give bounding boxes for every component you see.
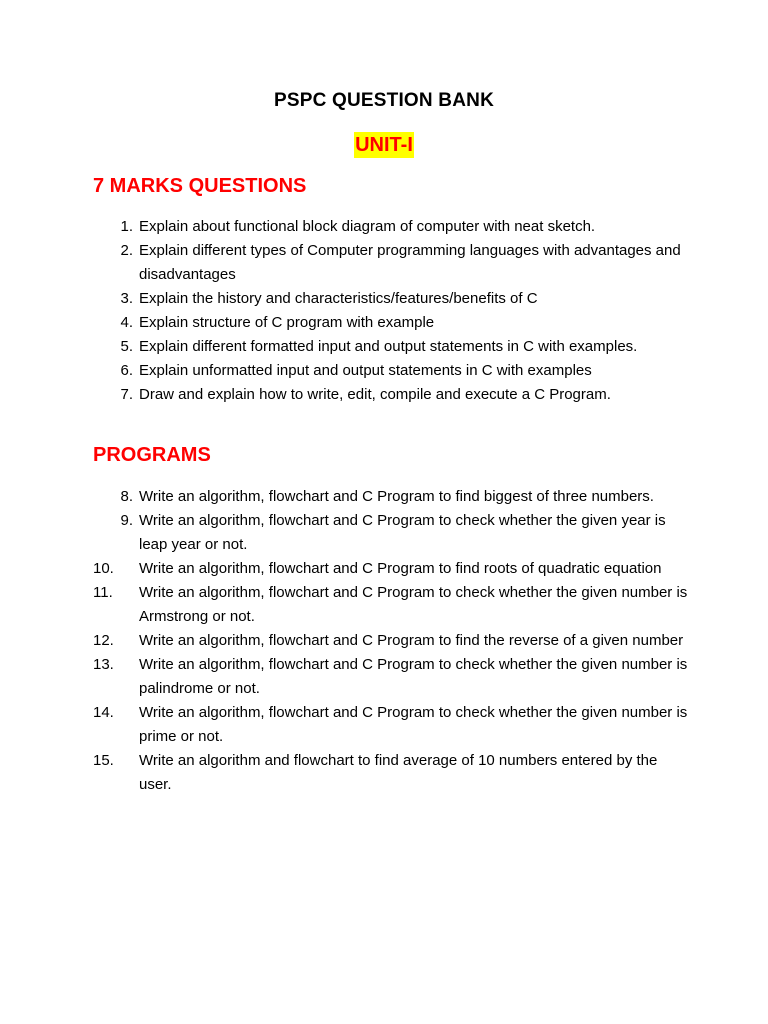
section-heading-7-marks: 7 MARKS QUESTIONS xyxy=(93,175,307,197)
question-list-7-marks xyxy=(93,215,693,407)
list-item xyxy=(93,215,693,239)
question-number: 9. xyxy=(120,512,133,529)
question-number: 15. xyxy=(93,752,114,769)
question-number: 8. xyxy=(120,488,133,505)
question-number: 10. xyxy=(93,560,114,577)
question-number: 6. xyxy=(120,362,133,379)
question-number: 14. xyxy=(93,704,114,721)
list-item xyxy=(93,653,693,701)
list-item xyxy=(93,383,693,407)
question-text: Explain about functional block diagram of computer with neat sketch. xyxy=(139,218,596,235)
question-text: Write an algorithm, flowchart and C Program to find biggest of three numbers. xyxy=(139,488,654,505)
list-item xyxy=(93,701,693,749)
question-text: Write an algorithm, flowchart and C Program to find roots of quadratic equation xyxy=(139,560,662,577)
question-number: 12. xyxy=(93,632,114,649)
question-text: Explain different formatted input and output statements in C with examples. xyxy=(139,338,638,355)
list-item xyxy=(93,749,693,797)
question-text: Explain the history and characteristics/features/benefits of C xyxy=(139,290,538,307)
question-text: Explain structure of C program with example xyxy=(139,314,435,331)
question-number: 13. xyxy=(93,656,114,673)
question-number: 5. xyxy=(120,338,133,355)
unit-heading: UNIT-I xyxy=(355,134,413,156)
question-number: 4. xyxy=(120,314,133,331)
list-item xyxy=(93,359,693,383)
list-item xyxy=(93,557,693,581)
question-text: Write an algorithm, flowchart and C Program to find the reverse of a given number xyxy=(139,632,684,649)
question-number: 3. xyxy=(120,290,133,307)
list-item xyxy=(93,629,693,653)
list-item xyxy=(93,335,693,359)
list-item xyxy=(93,509,693,557)
list-item xyxy=(93,485,693,509)
question-text: Write an algorithm, flowchart and C Program to check whether the given year is leap year or not. xyxy=(139,512,666,553)
question-text: Write an algorithm and flowchart to find average of 10 numbers entered by the user. xyxy=(139,752,658,793)
question-number: 1. xyxy=(120,218,133,235)
question-number: 11. xyxy=(93,584,113,601)
unit-heading-wrap xyxy=(0,132,768,158)
question-list-programs xyxy=(93,485,693,797)
section-heading-programs: PROGRAMS xyxy=(93,444,211,466)
question-number: 7. xyxy=(120,386,133,403)
question-number: 2. xyxy=(120,242,133,259)
question-text: Write an algorithm, flowchart and C Program to check whether the given number is Armstrong or not. xyxy=(139,584,688,625)
list-item xyxy=(93,239,693,287)
question-text: Explain different types of Computer programming languages with advantages and disadvantages xyxy=(139,242,681,283)
question-text: Explain unformatted input and output statements in C with examples xyxy=(139,362,592,379)
list-item xyxy=(93,581,693,629)
list-item xyxy=(93,311,693,335)
question-text: Draw and explain how to write, edit, compile and execute a C Program. xyxy=(139,386,611,403)
list-item xyxy=(93,287,693,311)
document-title: PSPC QUESTION BANK xyxy=(273,90,494,111)
question-text: Write an algorithm, flowchart and C Program to check whether the given number is prime or not. xyxy=(139,704,688,745)
question-text: Write an algorithm, flowchart and C Program to check whether the given number is palindrome or not. xyxy=(139,656,688,697)
